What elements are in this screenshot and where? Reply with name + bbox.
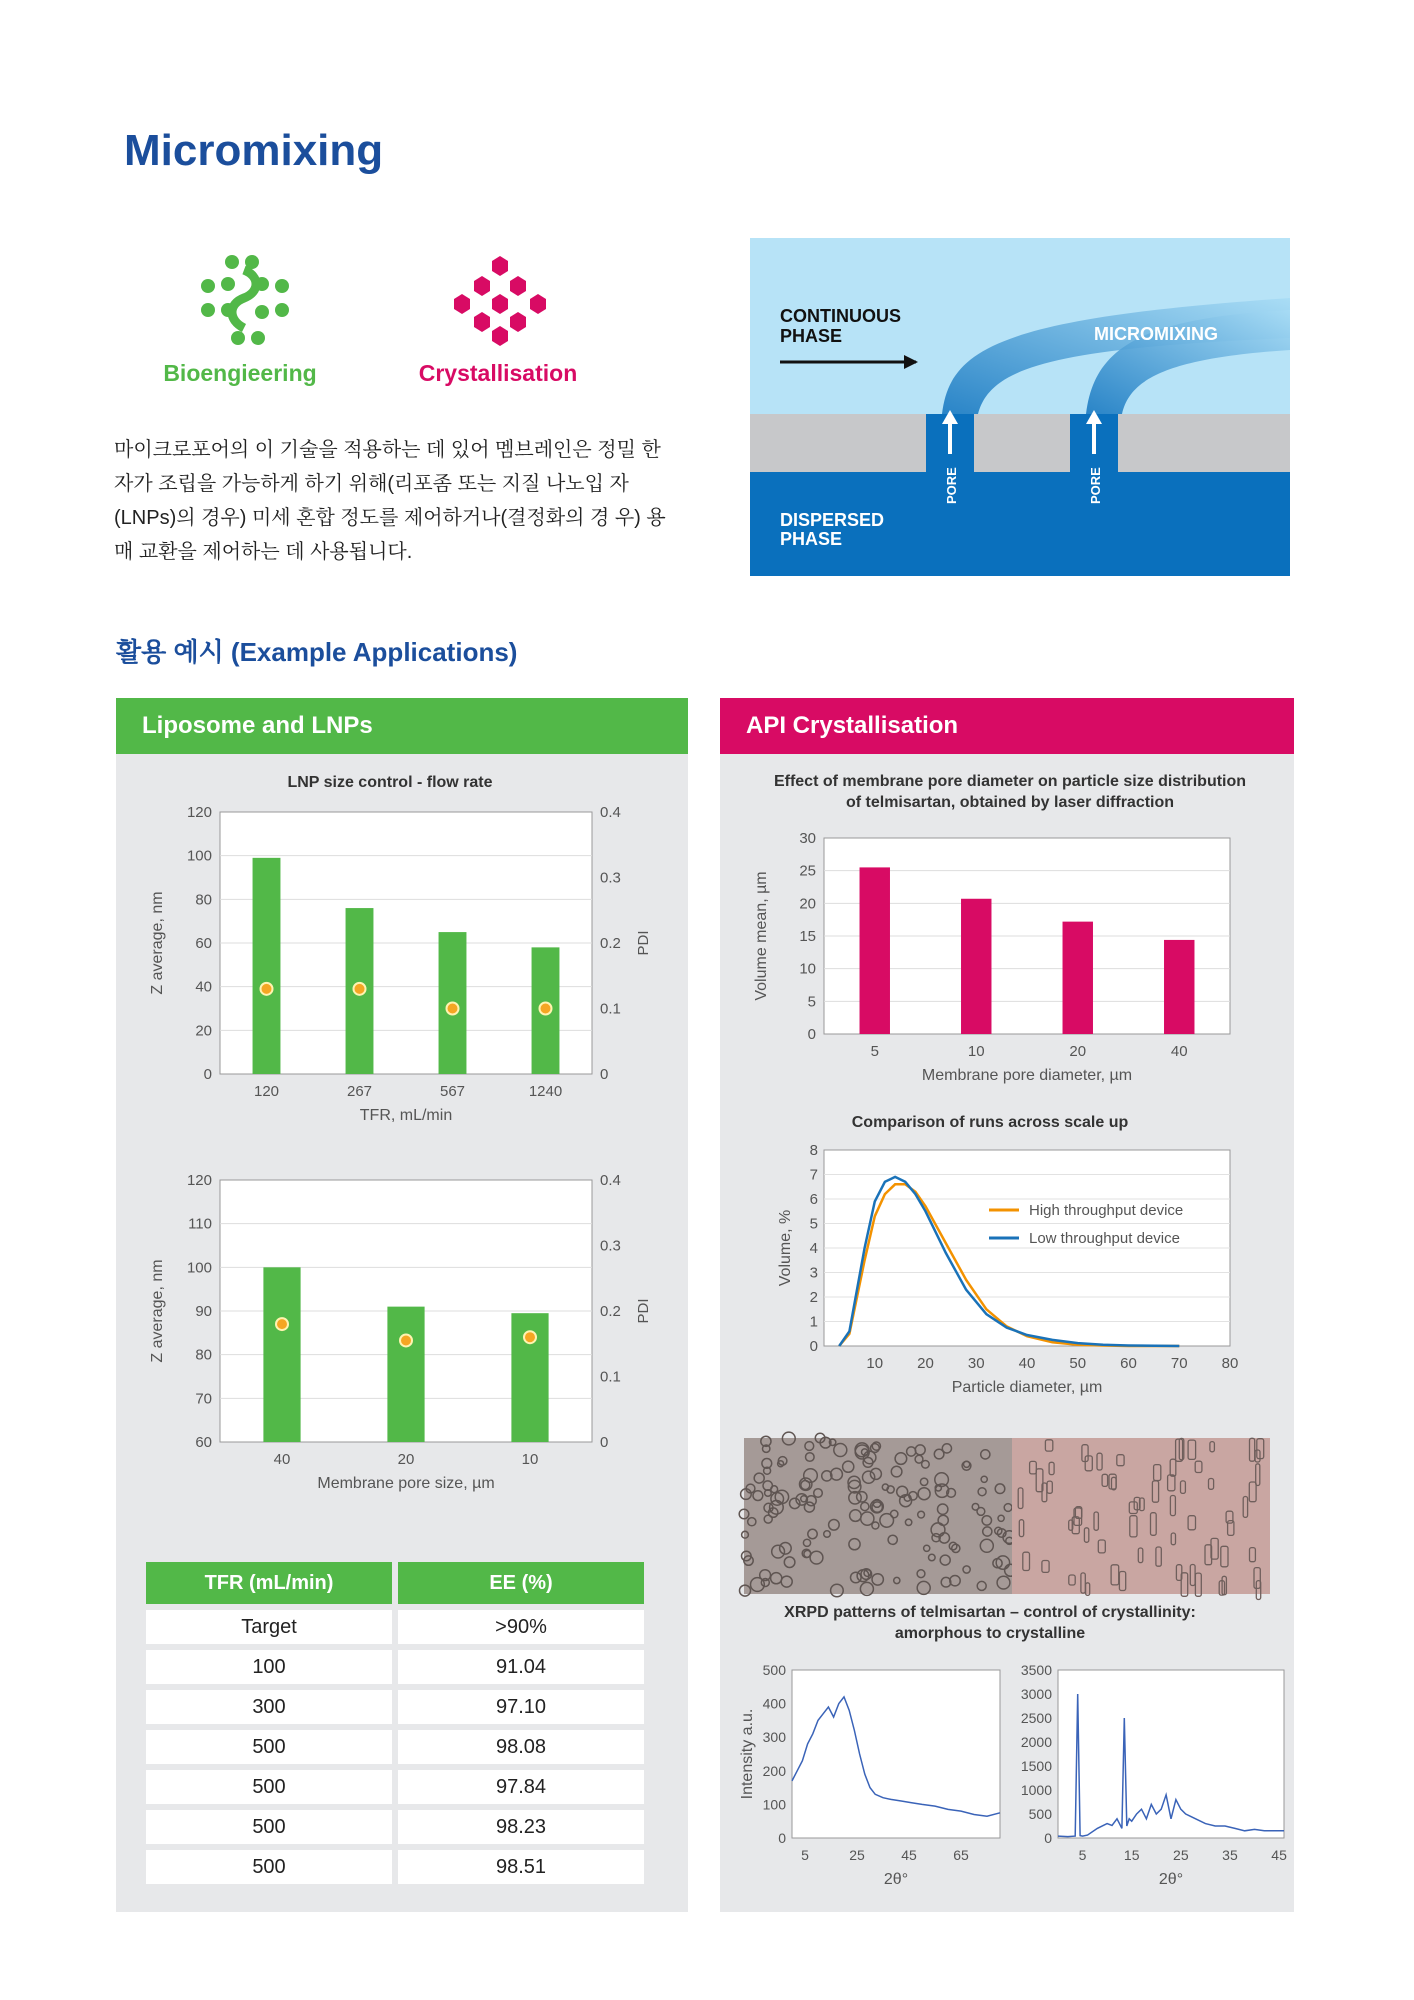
table-cell: 500: [146, 1810, 392, 1844]
y-tick-label: 100: [186, 847, 212, 865]
particle: [905, 1519, 911, 1525]
particle: [977, 1581, 986, 1590]
y-tick-label: 200: [762, 1762, 786, 1779]
particle: [863, 1471, 875, 1483]
particle: [805, 1442, 814, 1451]
crystal: [1045, 1440, 1052, 1451]
y-tick-label: 90: [195, 1303, 212, 1320]
crystal: [1188, 1440, 1196, 1459]
x-tick-label: 5: [1078, 1847, 1087, 1863]
crystal: [1254, 1568, 1260, 1589]
x-tick-label: 25: [849, 1847, 865, 1863]
crystal: [1094, 1512, 1098, 1530]
particle: [995, 1484, 1005, 1494]
amorphous-particles-image: [744, 1438, 1012, 1594]
x-axis-label: 2θ°: [883, 1871, 909, 1888]
scaleup-chart: [760, 1138, 1280, 1414]
pdi-point: [354, 983, 366, 995]
particle: [861, 1502, 869, 1510]
y-tick-label: 500: [1028, 1806, 1052, 1822]
crystal: [1154, 1465, 1161, 1481]
y-tick-label: 100: [186, 1259, 212, 1277]
xrpd-crystalline-chart: [1008, 1660, 1290, 1900]
liposome-panel-title: Liposome and LNPs: [116, 698, 688, 754]
crystal: [1042, 1561, 1049, 1573]
x-tick-label: 20: [397, 1451, 415, 1468]
particle: [849, 1539, 860, 1550]
table-cell: 300: [146, 1690, 392, 1724]
crystal: [1195, 1573, 1201, 1596]
crystal: [1190, 1565, 1195, 1586]
dispersed-label-2: PHASE: [780, 529, 843, 549]
particle: [780, 1543, 792, 1555]
x-tick-label: 5: [801, 1847, 809, 1863]
x-tick-label: 10: [521, 1451, 539, 1468]
crystal: [1117, 1455, 1124, 1466]
table-cell: 98.23: [398, 1810, 644, 1844]
table-cell: 97.84: [398, 1770, 644, 1804]
particle: [972, 1504, 979, 1511]
particle: [940, 1555, 950, 1565]
particle: [983, 1527, 992, 1536]
particle: [872, 1574, 883, 1585]
crystal: [1138, 1548, 1143, 1563]
y-tick-label: 0: [807, 1026, 816, 1043]
lnp-pore-size-chart: [140, 1168, 680, 1518]
particle: [803, 1539, 810, 1546]
x-axis-label: 2θ°: [1158, 1871, 1184, 1888]
y2-tick-label: 0: [600, 1066, 609, 1083]
y-tick-label: 10: [799, 960, 816, 978]
crystallisation-panel-title: API Crystallisation: [720, 698, 1294, 754]
y-tick-label: 8: [809, 1142, 818, 1159]
crystal: [1069, 1575, 1075, 1585]
bar: [253, 858, 281, 1074]
particle: [891, 1466, 902, 1477]
y-tick-label: 0: [203, 1066, 212, 1083]
crystal: [1249, 1482, 1256, 1502]
particle: [929, 1554, 936, 1561]
particle: [824, 1531, 831, 1538]
y-axis-label: Z average, nm: [149, 1259, 166, 1363]
micromixing-illustration: [750, 238, 1290, 576]
x-tick-label: 267: [346, 1083, 373, 1100]
y-tick-label: 500: [762, 1662, 786, 1678]
continuous-label-2: PHASE: [780, 326, 843, 346]
particle: [771, 1573, 782, 1584]
y-axis-label: Volume mean, µm: [753, 871, 770, 1001]
crystal: [1119, 1572, 1125, 1591]
particle: [888, 1535, 897, 1544]
particle: [771, 1486, 778, 1493]
y2-tick-label: 0.2: [600, 1303, 621, 1320]
x-tick-label: 40: [1170, 1043, 1188, 1060]
particle: [753, 1491, 763, 1501]
crystal: [1098, 1540, 1105, 1553]
crystal: [1210, 1442, 1215, 1452]
particle: [764, 1515, 772, 1523]
intro-paragraph: 마이크로포어의 이 기술을 적용하는 데 있어 멤브레인은 정밀 한 자가 조립을 가능하게 하기 위해(리포좀 또는 지질 나노입 자(LNPs)의 경우) 미세 혼합 정도를 제어하거나(결정화의 경 우) 용매 교환을 제어하는 데 사용됩니다.: [114, 439, 666, 563]
crystallisation-logo: [452, 254, 548, 346]
pore-diameter-chart: [753, 826, 1280, 1096]
x-tick-label: 40: [273, 1451, 291, 1468]
y-tick-label: 25: [799, 862, 816, 880]
lnp-flow-chart-title: LNP size control - flow rate: [287, 774, 493, 791]
crystal: [1030, 1461, 1037, 1474]
particle: [748, 1518, 756, 1526]
y-tick-label: 5: [809, 1215, 818, 1233]
y2-tick-label: 0.3: [600, 869, 621, 887]
particle: [997, 1576, 1010, 1589]
legend-label: High throughput device: [1029, 1202, 1184, 1219]
y-tick-label: 15: [799, 928, 816, 945]
crystal: [1226, 1511, 1233, 1523]
x-tick-label: 45: [901, 1847, 917, 1863]
scaleup-chart-title: Comparison of runs across scale up: [851, 1114, 1129, 1131]
particle: [918, 1488, 930, 1500]
crystal: [1111, 1565, 1119, 1585]
table-cell: >90%: [398, 1610, 644, 1644]
y-tick-label: 100: [762, 1796, 786, 1813]
y-tick-label: 60: [195, 1434, 212, 1451]
particle: [806, 1453, 815, 1462]
micromixing-diagram: [750, 238, 1290, 576]
crystal: [1086, 1583, 1090, 1596]
particle: [998, 1515, 1004, 1521]
pore-diameter-chart-title: Effect of membrane pore diameter on particle size distribution of telmisartan, obtained by laser diffraction: [773, 773, 1247, 811]
xrpd-amorphous-chart: [740, 1660, 1010, 1900]
x-tick-label: 45: [1271, 1847, 1287, 1863]
crystal: [1130, 1516, 1137, 1537]
y-tick-label: 1: [809, 1313, 818, 1331]
bar: [1063, 922, 1093, 1034]
plot-area: [1058, 1670, 1284, 1838]
pdi-point: [261, 983, 273, 995]
crystal: [1221, 1546, 1228, 1567]
particle: [981, 1476, 987, 1482]
particle: [938, 1504, 948, 1514]
table-row: [146, 1850, 644, 1884]
bar: [387, 1307, 424, 1442]
x-tick-label: 1240: [528, 1083, 563, 1100]
table-cell: 98.51: [398, 1850, 644, 1884]
continuous-label-1: CONTINUOUS: [780, 306, 901, 326]
crystal: [1084, 1528, 1088, 1543]
table-row: [146, 1650, 644, 1684]
table-cell: 500: [146, 1850, 392, 1884]
y2-tick-label: 0.1: [600, 1000, 621, 1018]
table-row: [146, 1730, 644, 1764]
bar: [1164, 940, 1194, 1034]
table-cell: 91.04: [398, 1650, 644, 1684]
y-tick-label: 80: [195, 1346, 212, 1364]
particle: [810, 1551, 823, 1564]
y2-tick-label: 0.1: [600, 1368, 621, 1386]
bioengineering-label: Bioengieering: [163, 360, 317, 386]
particle: [980, 1539, 993, 1552]
particle: [1004, 1504, 1012, 1512]
pdi-point: [524, 1331, 536, 1343]
particle: [895, 1453, 907, 1465]
y-tick-label: 6: [809, 1191, 818, 1208]
page-title: Micromixing: [124, 126, 384, 175]
x-axis-label: Membrane pore diameter, µm: [921, 1067, 1133, 1084]
y-tick-label: 2: [809, 1289, 818, 1306]
y-tick-label: 3500: [1020, 1662, 1052, 1678]
particle: [917, 1570, 925, 1578]
lnp-flow-rate-chart: [140, 800, 680, 1150]
crystal: [1170, 1496, 1175, 1516]
crystallisation-label: Crystallisation: [418, 360, 578, 386]
table-cell: 500: [146, 1730, 392, 1764]
particle: [851, 1572, 862, 1583]
y-tick-label: 2500: [1020, 1710, 1052, 1726]
particle: [843, 1461, 854, 1472]
x-tick-label: 120: [253, 1083, 280, 1100]
pdi-point: [276, 1318, 288, 1330]
x-tick-label: 20: [1069, 1043, 1087, 1060]
particle: [754, 1473, 764, 1483]
legend-label: Low throughput device: [1029, 1230, 1180, 1247]
crystal: [1019, 1520, 1023, 1537]
applications-heading: 활용 예시 (Example Applications): [116, 637, 518, 667]
x-tick-label: 15: [1123, 1847, 1140, 1863]
y-tick-label: 80: [195, 891, 212, 909]
micromixing-label: MICROMIXING: [1094, 324, 1218, 344]
y2-axis-label: PDI: [635, 930, 652, 956]
y-axis-label: Z average, nm: [149, 891, 166, 995]
particle: [863, 1458, 873, 1468]
y-tick-label: 7: [809, 1166, 818, 1184]
crystal: [1181, 1481, 1186, 1494]
y-tick-label: 3000: [1020, 1686, 1052, 1702]
x-tick-label: 40: [1018, 1355, 1036, 1372]
pore-label-2: PORE: [1088, 467, 1103, 504]
x-tick-label: 50: [1069, 1355, 1087, 1372]
y-tick-label: 1000: [1020, 1782, 1052, 1798]
crystal: [1102, 1474, 1108, 1486]
table-row: [146, 1810, 644, 1844]
pore-label-1: PORE: [944, 467, 959, 504]
y2-tick-label: 0.4: [600, 804, 621, 821]
crystallisation-hexagons-icon: [452, 254, 548, 346]
crystalline-micrograph: [1012, 1438, 1270, 1594]
crystal: [1168, 1475, 1175, 1491]
bar: [961, 899, 991, 1034]
particle: [871, 1444, 880, 1453]
table-cell: 97.10: [398, 1690, 644, 1724]
particle: [918, 1511, 925, 1518]
y-tick-label: 0: [778, 1830, 786, 1846]
crystalline-particles-image: [1012, 1438, 1270, 1594]
y-tick-label: 30: [799, 830, 816, 847]
particle: [860, 1582, 873, 1595]
crystal: [1151, 1513, 1157, 1536]
pdi-point: [540, 1003, 552, 1015]
crystal: [1156, 1547, 1161, 1566]
particle: [915, 1445, 925, 1455]
bioengineering-molecule-icon: [200, 254, 290, 346]
particle: [963, 1566, 970, 1573]
particle: [981, 1450, 990, 1459]
particle: [870, 1468, 881, 1479]
particle: [781, 1576, 792, 1587]
crystal: [1255, 1450, 1260, 1462]
particle: [880, 1514, 894, 1528]
x-tick-label: 80: [1221, 1355, 1239, 1372]
table-row: [146, 1610, 644, 1644]
x-tick-label: 30: [967, 1355, 985, 1372]
particle: [784, 1557, 795, 1568]
crystal: [1047, 1481, 1052, 1493]
particle: [982, 1516, 991, 1525]
x-tick-label: 35: [1222, 1847, 1238, 1863]
particle: [834, 1444, 847, 1457]
x-tick-label: 60: [1120, 1355, 1137, 1372]
y-tick-label: 120: [186, 804, 212, 821]
crystal: [1109, 1474, 1116, 1489]
crystal: [1152, 1481, 1158, 1502]
y-axis-label: Volume, %: [777, 1209, 794, 1287]
xrpd-chart-title: XRPD patterns of telmisartan – control of crystallinity: amorphous to crystalline: [784, 1604, 1196, 1642]
particle: [950, 1576, 960, 1586]
y-tick-label: 300: [762, 1729, 786, 1746]
table-cell: Target: [146, 1610, 392, 1644]
crystal: [1188, 1516, 1195, 1530]
particle: [861, 1512, 874, 1525]
y-tick-label: 70: [195, 1390, 212, 1408]
particle: [924, 1545, 930, 1551]
x-axis-label: TFR, mL/min: [359, 1107, 453, 1124]
y-tick-label: 4: [809, 1240, 818, 1257]
particle: [907, 1447, 916, 1456]
x-tick-label: 567: [439, 1083, 466, 1100]
y2-tick-label: 0.4: [600, 1172, 621, 1189]
pdi-point: [400, 1334, 412, 1346]
y-tick-label: 20: [799, 895, 816, 913]
y-tick-label: 3: [809, 1264, 818, 1282]
particle: [850, 1510, 862, 1522]
x-tick-label: 65: [953, 1847, 969, 1863]
crystal: [1195, 1461, 1202, 1472]
bioengineering-logo: [200, 254, 290, 346]
x-tick-label: 10: [866, 1355, 884, 1372]
crystal: [1256, 1464, 1260, 1486]
x-tick-label: 10: [967, 1043, 985, 1060]
y-tick-label: 20: [195, 1022, 212, 1040]
crystal: [1023, 1552, 1030, 1570]
bar: [860, 867, 890, 1034]
table-row: [146, 1690, 644, 1724]
y-tick-label: 0: [809, 1338, 818, 1355]
particle: [814, 1489, 823, 1498]
y-tick-label: 0: [1044, 1830, 1052, 1846]
particle: [772, 1545, 785, 1558]
particle: [808, 1529, 817, 1538]
crystal: [1081, 1573, 1085, 1593]
x-tick-label: 25: [1173, 1847, 1189, 1863]
y-tick-label: 40: [195, 978, 212, 996]
x-tick-label: 5: [870, 1043, 879, 1060]
y-tick-label: 120: [186, 1172, 212, 1189]
encapsulation-table: [140, 1556, 650, 1890]
y-tick-label: 1500: [1020, 1758, 1052, 1774]
table-row: [146, 1770, 644, 1804]
crystal: [1243, 1497, 1247, 1518]
y2-tick-label: 0.2: [600, 935, 621, 952]
amorphous-micrograph: [744, 1438, 1012, 1594]
particle: [917, 1581, 930, 1594]
y-axis-label: Intensity a.u.: [739, 1708, 756, 1800]
x-axis-label: Membrane pore size, µm: [317, 1475, 495, 1492]
crystal: [1097, 1453, 1102, 1470]
pdi-point: [447, 1003, 459, 1015]
table-header-tfr: TFR (mL/min): [146, 1562, 392, 1604]
table-header-ee: EE (%): [398, 1562, 644, 1604]
bar: [263, 1267, 300, 1442]
y-tick-label: 110: [188, 1215, 212, 1233]
y2-tick-label: 0: [600, 1434, 609, 1451]
y2-tick-label: 0.3: [600, 1237, 621, 1255]
y-tick-label: 2000: [1020, 1734, 1052, 1750]
crystal: [1018, 1488, 1023, 1509]
y-tick-label: 60: [195, 935, 212, 952]
table-cell: 98.08: [398, 1730, 644, 1764]
x-axis-label: Particle diameter, µm: [951, 1379, 1103, 1396]
particle: [894, 1577, 900, 1583]
crystal: [1170, 1459, 1176, 1476]
particle: [996, 1556, 1009, 1569]
particle: [938, 1515, 948, 1525]
crystal: [1129, 1502, 1137, 1514]
particle: [942, 1444, 951, 1453]
y-tick-label: 5: [807, 993, 816, 1011]
table-cell: 500: [146, 1770, 392, 1804]
particle: [920, 1478, 927, 1485]
y-tick-label: 400: [762, 1695, 786, 1712]
x-tick-label: 20: [917, 1355, 934, 1372]
crystal: [1171, 1533, 1175, 1545]
crystal: [1250, 1548, 1256, 1562]
particle: [829, 1520, 840, 1531]
table-cell: 100: [146, 1650, 392, 1684]
particle: [922, 1461, 930, 1469]
crystal: [1049, 1462, 1054, 1474]
crystal: [1250, 1438, 1255, 1461]
particle: [775, 1490, 788, 1503]
particle: [761, 1579, 769, 1587]
dispersed-label-1: DISPERSED: [780, 510, 885, 530]
x-tick-label: 70: [1170, 1355, 1188, 1372]
crystal: [1209, 1479, 1214, 1490]
particle: [978, 1488, 986, 1496]
y2-axis-label: PDI: [635, 1298, 652, 1324]
